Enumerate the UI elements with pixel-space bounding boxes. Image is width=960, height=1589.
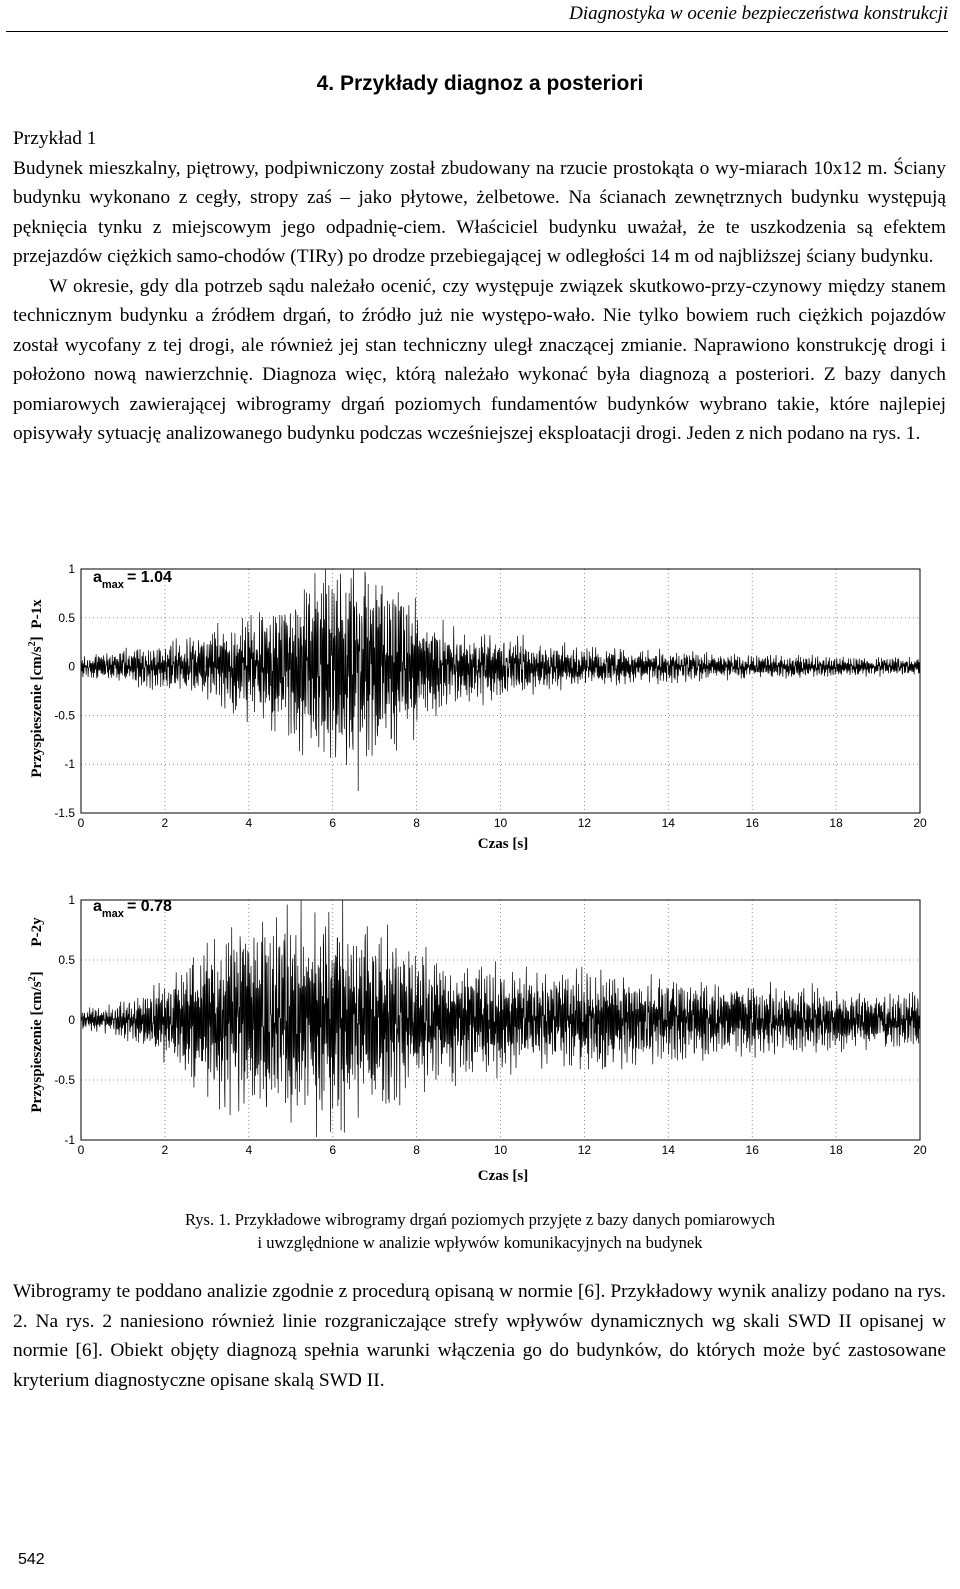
caption-line-2: i uwzględnione w analizie wpływów komunikacyjnych na budynek <box>257 1233 703 1252</box>
annotation-value: = 1.04 <box>126 569 172 586</box>
annotation-sub: max <box>101 908 124 920</box>
figure-caption <box>0 1208 960 1254</box>
y-tick-label: 1 <box>68 893 75 907</box>
y-tick-label: -1 <box>64 757 75 772</box>
header-rule <box>6 31 948 32</box>
after-text <box>13 1277 946 1395</box>
y-tick-label: -1 <box>64 1133 75 1147</box>
y-tick-label: -1.5 <box>54 806 75 820</box>
series-label: P-1x <box>29 599 45 629</box>
chart-p2y <box>13 877 946 1195</box>
series-label: P-2y <box>29 917 45 947</box>
annotation-a: a <box>93 898 102 915</box>
x-tick-label: 8 <box>413 1143 420 1157</box>
x-tick-label: 16 <box>745 816 759 830</box>
x-tick-label: 20 <box>913 1143 927 1157</box>
chart-p2y-svg <box>13 877 946 1195</box>
x-tick-label: 0 <box>77 816 85 830</box>
signal-trace <box>81 900 920 1137</box>
paragraph-2: W okresie, gdy dla potrzeb sądu należało ocenić, czy występuje związek skutkowo-przy-czynowy między stanem technicznym budynku a źródłem drgań, to źródło już nie występo-wało. Nie tylko bowiem ruch ciężkich pojazdów został wycofany z tej drogi, ale również jej stan techniczny uległ znaczącej zmianie. Naprawiono konstrukcję drogi i położono nową nawierzchnię. Diagnoza więc, którą należało wykonać była diagnozą a posteriori. Z bazy danych pomiarowych zawierającej wibrogramy drgań poziomych fundamentów budynków wybrano takie, które najlepiej opisywały sytuację analizowanego budynku podczas wcześniejszej eksploatacji drogi. Jeden z nich podano na rys. 1. <box>13 275 946 444</box>
page-number: 542 <box>18 1551 45 1568</box>
y-tick-label: 0.5 <box>58 953 75 967</box>
x-tick-label: 10 <box>493 816 508 830</box>
annotation-amax <box>93 569 172 591</box>
x-tick-label: 6 <box>329 1143 337 1157</box>
x-tick-label: 16 <box>745 1143 759 1157</box>
svg-text:Przyspieszenie [cm/s2] <box>27 636 45 777</box>
y-axis-label-end: ] <box>29 636 45 642</box>
x-tick-label: 12 <box>577 816 592 830</box>
y-axis-label-sup: 2 <box>27 976 38 982</box>
annotation-value: = 0.78 <box>126 898 172 915</box>
y-axis-label-end: ] <box>29 971 45 977</box>
example-label: Przykład 1 <box>13 128 97 149</box>
x-tick-label: 20 <box>913 816 927 830</box>
x-axis-label: Czas [s] <box>477 836 529 852</box>
svg-text:Przyspieszenie [cm/s2] <box>27 971 45 1112</box>
y-axis-label-text: Przyspieszenie [cm/s <box>29 646 45 778</box>
y-tick-label: -0.5 <box>54 1073 75 1087</box>
caption-line-1: Rys. 1. Przykładowe wibrogramy drgań poziomych przyjęte z bazy danych pomiarowych <box>184 1210 776 1229</box>
plot-area <box>54 562 927 830</box>
x-tick-label: 4 <box>245 816 253 830</box>
plot-area <box>54 893 927 1157</box>
y-axis-label-text: Przyspieszenie [cm/s <box>29 981 45 1113</box>
running-header: Diagnostyka w ocenie bezpieczeństwa konstrukcji <box>569 3 948 24</box>
y-axis-label <box>27 636 45 777</box>
x-tick-label: 12 <box>577 1143 592 1157</box>
x-tick-label: 14 <box>661 1143 675 1157</box>
x-tick-label: 2 <box>161 1143 169 1157</box>
annotation-sub: max <box>101 579 124 591</box>
intro-text <box>13 124 946 449</box>
annotation-a: a <box>93 569 102 586</box>
x-tick-label: 8 <box>413 816 420 830</box>
annotation-amax <box>93 898 172 920</box>
y-axis-label <box>27 971 45 1112</box>
x-tick-label: 18 <box>829 816 843 830</box>
y-tick-label: 0.5 <box>58 610 75 625</box>
x-axis-label: Czas [s] <box>477 1168 529 1184</box>
section-title: 4. Przykłady diagnoz a posteriori <box>316 72 644 95</box>
paragraph-1: Budynek mieszkalny, piętrowy, podpiwniczony został zbudowany na rzucie prostokąta o wy-miarach 10x12 m. Ściany budynku wykonano z cegły, stropy zaś – jako płytowe, żelbetowe. Na ścianach zewnętrznych budynku występują pęknięcia tynku z miejscowym jego odpadnię-ciem. Właściciel budynku uważał, że te uszkodzenia są efektem przejazdów ciężkich samo-chodów (TIRy) po drodze przebiegającej w odległości 14 m od najbliższej ściany budynku. <box>13 157 946 267</box>
y-axis-label-sup: 2 <box>27 641 38 647</box>
chart-p1x <box>13 557 946 862</box>
y-tick-label: 0 <box>68 1013 75 1027</box>
y-tick-label: 1 <box>68 562 75 576</box>
x-tick-label: 10 <box>493 1143 508 1157</box>
x-tick-label: 2 <box>161 816 169 830</box>
x-tick-label: 14 <box>661 816 675 830</box>
y-tick-label: -0.5 <box>54 708 75 723</box>
chart-p1x-svg <box>13 557 946 862</box>
y-tick-label: 0 <box>68 659 75 674</box>
x-tick-label: 18 <box>829 1143 843 1157</box>
x-tick-label: 0 <box>77 1143 85 1157</box>
x-tick-label: 6 <box>329 816 337 830</box>
x-tick-label: 4 <box>245 1143 253 1157</box>
paragraph-3: Wibrogramy te poddano analizie zgodnie z procedurą opisaną w normie [6]. Przykładowy wynik analizy podano na rys. 2. Na rys. 2 naniesiono również linie rozgraniczające strefy wpływów dynamicznych wg skali SWD II opisanej w normie [6]. Obiekt objęty diagnozą spełnia warunki włączenia go do budynków, do których może być zastosowane kryterium diagnostyczne opisane skalą SWD II. <box>13 1281 946 1391</box>
